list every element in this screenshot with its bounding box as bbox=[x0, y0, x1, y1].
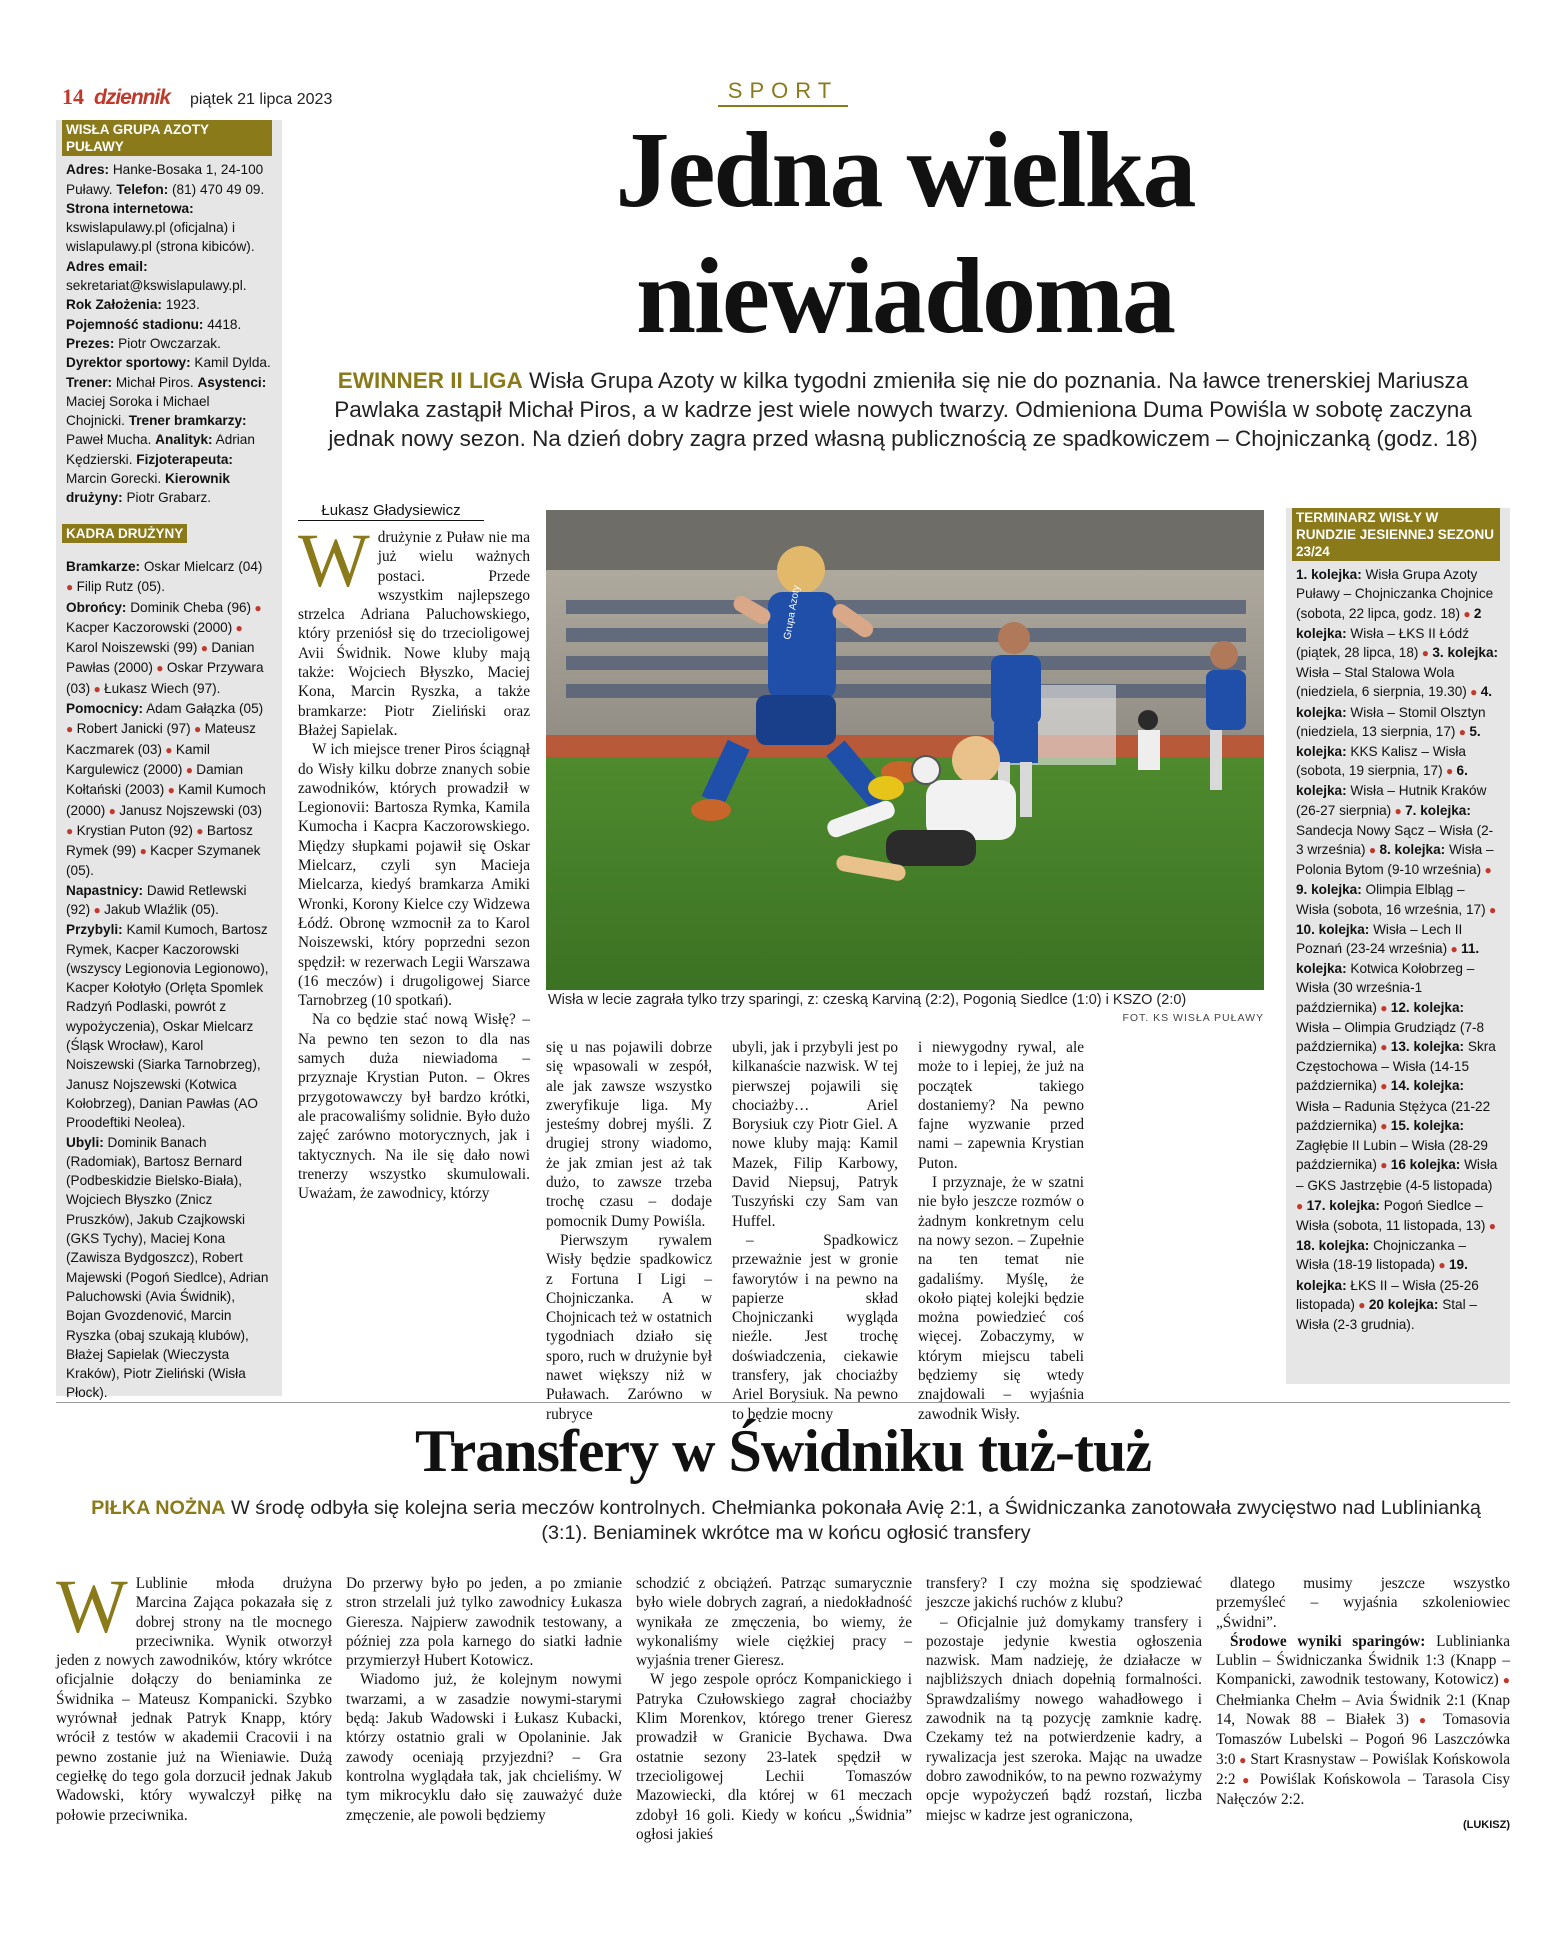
separator-dot: ● bbox=[192, 823, 207, 838]
fixture-round: 3. kolejka: bbox=[1432, 645, 1499, 661]
separator-dot: ● bbox=[1235, 1752, 1251, 1767]
article2-column-4 bbox=[926, 1574, 1202, 1825]
info-label: Pojemność stadionu: bbox=[66, 316, 204, 332]
fixture-text: Wisła – Radunia Stężyca (21-22 października) bbox=[1296, 1098, 1491, 1133]
player: Oskar Przywara (03) bbox=[66, 660, 264, 696]
info-value: Paweł Mucha. bbox=[66, 432, 152, 448]
squad-group-label: Napastnicy: bbox=[66, 882, 144, 898]
fixture-text: Kotwica Kołobrzeg – Wisła (30 września-1 października) bbox=[1296, 961, 1475, 1015]
player: Robert Janicki (97) bbox=[76, 721, 191, 737]
page-number: 14 bbox=[62, 84, 84, 109]
fixture-round: 4. kolejka: bbox=[1296, 684, 1493, 720]
player: Dawid Retlewski (92) bbox=[66, 882, 247, 917]
player: Danian Pawłas (2000) bbox=[66, 640, 255, 676]
fixtures-title: TERMINARZ WISŁY W RUNDZIE JESIENNEJ SEZONU 23/24 bbox=[1292, 508, 1500, 561]
results-label: Środowe wyniki sparingów: bbox=[1230, 1632, 1426, 1650]
fixture-round: 15. kolejka: bbox=[1390, 1117, 1465, 1133]
separator-dot: ● bbox=[136, 844, 151, 859]
article-column-2 bbox=[546, 1038, 712, 1424]
separator-dot: ● bbox=[1376, 1079, 1391, 1094]
fixture-round: 14. kolejka: bbox=[1390, 1078, 1465, 1094]
lead2-kicker: PIŁKA NOŻNA bbox=[91, 1497, 226, 1519]
info-value: 1923. bbox=[165, 297, 200, 313]
info-value: (81) 470 49 09. bbox=[172, 181, 265, 197]
club-info-sidebar bbox=[56, 120, 282, 1401]
fixture-text: Wisła – GKS Jastrzębie (4-5 listopada) bbox=[1296, 1157, 1498, 1193]
info-label: Analityk: bbox=[155, 432, 213, 448]
player: Mateusz Kaczmarek (03) bbox=[66, 721, 256, 757]
sparring-results bbox=[1216, 1632, 1510, 1810]
squad-group-label: Obrońcy: bbox=[66, 599, 127, 615]
fixtures-list bbox=[1296, 565, 1500, 1334]
separator-dot: ● bbox=[1466, 685, 1481, 700]
separator-dot: ● bbox=[1435, 1258, 1449, 1273]
info-value: Marcin Gorecki. bbox=[66, 471, 162, 487]
player: Jakub Wlaźlik (05). bbox=[104, 901, 219, 917]
fixture-text: Wisła – Stomil Olsztyn (niedziela, 13 sierpnia, 17) bbox=[1296, 704, 1486, 739]
fixture-text: Wisła – ŁKS II Łódź (piątek, 28 lipca, 18) bbox=[1296, 625, 1470, 661]
info-value: kswislapulawy.pl (oficjalna) i wislapulawy.pl (strona kibiców). bbox=[66, 220, 255, 255]
fixture-round: 20 kolejka: bbox=[1368, 1296, 1439, 1312]
separator-dot: ● bbox=[1447, 942, 1462, 957]
article-column-4 bbox=[918, 1038, 1084, 1424]
separator-dot: ● bbox=[1235, 1772, 1260, 1787]
author-signature: (LUKISZ) bbox=[1462, 1818, 1510, 1831]
separator-dot: ● bbox=[90, 681, 105, 696]
info-value: Michał Piros. bbox=[115, 374, 194, 390]
page-header bbox=[62, 84, 332, 110]
info-value: 4418. bbox=[207, 316, 242, 332]
separator-dot: ● bbox=[1498, 1673, 1510, 1688]
article-lead: EWINNER II LIGA Wisła Grupa Azoty w kilka tygodni zmieniła się nie do poznania. Na ławce trenerskiej Mariusza Pawlaka zastąpił Michał Piros, a w kadrze jest wiele nowych twarzy. Odmieniona Duma Powiśla w sobotę zaczyna jednak nowy sezon. Na dzień dobry zagra przed własną publicznością ze spadkowiczem – Chojniczanką (godz. 18) bbox=[328, 368, 1478, 451]
svg-text:Grupa Azoty: Grupa Azoty bbox=[782, 584, 803, 641]
result: Lublinianka Lublin – Świdniczanka Świdnik 1:3 (Knapp – Kompanicki, zawodnik testowany, Kotowicz) bbox=[1216, 1632, 1510, 1689]
result: Chełmianka Chełm – Avia Świdnik 2:1 (Knap 14, Nowak 88 – Białek 3) bbox=[1216, 1691, 1510, 1729]
info-label: Rok Założenia: bbox=[66, 297, 162, 313]
separator-dot: ● bbox=[66, 823, 77, 838]
dropcap-2: W bbox=[56, 1565, 128, 1649]
article-column-1 bbox=[298, 519, 530, 1203]
squad-list bbox=[66, 557, 272, 920]
info-label: Trener: bbox=[66, 374, 113, 390]
paragraph: i niewygodny rywal, ale może to i lepiej, że już na początek takiego dostaniemy? Na pewno fajne wyzwanie przed nami – zapewnia Krystian Puton. bbox=[918, 1039, 1084, 1172]
info-label: Prezes: bbox=[66, 335, 115, 351]
paragraph: – Oficjalnie już domykamy transfery i pozostaje jedynie kwestia ogłoszenia nazwisk. Mam nadzieję, że działacze w najbliższych dniach dopełnią formalności. Sprawdzaliśmy nowego wahadłowego i zawodnik na tą pozycję zamknie kadrę. Czekamy też na potwierdzenie kadry, a rywalizacja jest szeroka. Mając na uwadze dobro zawodników, to na pewno rozważymy opcje wypożyczeń bądź rozstań, liczba miejsc w kadrze jest ograniczona, bbox=[926, 1613, 1202, 1824]
article2-column-5: dlatego musimy jeszcze wszystko przemyśleć – wyjaśnia szkoleniowiec „Świdni”. Środowe wyniki sparingów: Lublinianka Lublin – Świdniczanka Świdnik 1:3 (Knapp – Kompanicki, zawodnik testowany, Kotowicz) ● Chełmianka Chełm – Avia Świdnik 2:1 (Knap 14, Nowak 88 – Białek 3) ● Tomasovia Tomaszów Lubelski – Pogoń 96 Laszczówka 3:0 ● Start Krasnystaw – Powiślak Końskowola 2:2 ● Powiślak Końskowola – Tarasola Cisy Nałęczów 2:2. (LUKISZ) bbox=[1216, 1574, 1510, 1835]
fixture-round: 9. kolejka: bbox=[1296, 882, 1362, 898]
fixture-text: Pogoń Siedlce – Wisła (sobota, 11 listopada, 13) bbox=[1296, 1197, 1486, 1233]
player: Janusz Nojszewski (03) bbox=[119, 802, 262, 818]
paragraph: W ich miejsce trener Piros ściągnął do Wisły kilku dobrze znanych sobie zawodników, których prowadził w Legionovii: Bartosza Rymka, Kamila Kumocha i Kacpra Kaczorowskiego. Między słupkami pojawił się Oskar Mielcarz, czyli syn Macieja Mielcarza, kiedyś bramkarza Amiki Wronki, Korony Kielce czy Widzewa Łódź. Obronę wzmocnił za to Karol Noiszewski, który poprzedni sezon spędził: w rezerwach Legii Warszawa (16 meczów) i drugoligowej Siarce Tarnobrzeg (10 spotkań). bbox=[298, 741, 530, 1010]
paragraph: W jego zespole oprócz Kompanickiego i Patryka Czułowskiego zagrał chociażby Klim Morenkov, którego trener Gieresz prowadził w Granicie Bychawa. Dwa ostatnie sezony 23-latek spędził w trzecioligowej Lechii Tomaszów Mazowiecki, dla której w 61 meczach zdobył 16 goli. Kiedy w końcu „Świdnia” ogłosi jakieś bbox=[636, 1671, 912, 1843]
info-label: Kierownik drużyny: bbox=[66, 471, 230, 506]
info-value: Maciej Soroka i Michael Chojnicki. bbox=[66, 393, 210, 429]
fixture-text: ŁKS II – Wisła (25-26 listopada) bbox=[1296, 1277, 1479, 1312]
squad-group bbox=[66, 557, 272, 598]
player: Damian Kołtański (2003) bbox=[66, 761, 244, 798]
fixture-round: 8. kolejka: bbox=[1379, 842, 1446, 858]
squad-group-label: Pomocnicy: bbox=[66, 701, 144, 717]
paragraph: I przyznaje, że w szatni nie było jeszcze rozmów o żadnym konkretnym celu na nowy sezon. – Zupełnie na ten temat nie gadaliśmy. Myślę, że około piątej kolejki będzie można powiedzieć coś więcej. Zobaczymy, w którym miejscu tabeli będziemy się wtedy znajdowali – wyjaśnia zawodnik Wisły. bbox=[918, 1174, 1084, 1423]
fixture-text: Wisła – Olimpia Grudziądz (7-8 października) bbox=[1296, 1019, 1485, 1055]
article2-column-2 bbox=[346, 1574, 622, 1825]
paragraph: Do przerwy było po jeden, a po zmianie stron strzelali już tylko zawodnicy Łukasza Gieresza. Najpierw zawodnik testowany, a później zza pola karnego do siatki ładnie przymierzył Hubert Kotowicz. bbox=[346, 1575, 622, 1670]
departures: Ubyli: Dominik Banach (Radomiak), Bartosz Bernard (Podbeskidzie Bielsko-Biała), Wojciech Błyszko (Znicz Pruszków), Jakub Czajkowski (GKS Tychy), Maciej Kona (Zawisza Bydgoszcz), Robert Majewski (Pogoń Siedlce), Adrian Paluchowski (Avia Świdnik), Bojan Gvozdenović, Marcin Ryszka (obaj szukają klubów), Błażej Sapielak (Wieczysta Kraków), Piotr Zieliński (Wisła Płock). bbox=[66, 1134, 269, 1401]
info-label: Telefon: bbox=[116, 181, 169, 197]
fixture-round: 18. kolejka: bbox=[1296, 1238, 1370, 1254]
fixture-text: KKS Kalisz – Wisła (sobota, 19 sierpnia, 17) bbox=[1296, 744, 1466, 779]
fixture-round: 12. kolejka: bbox=[1390, 999, 1465, 1015]
match-photo bbox=[546, 510, 1264, 990]
separator-dot: ● bbox=[1485, 1218, 1496, 1233]
fixture-text: Wisła – Lech II Poznań (23-24 września) bbox=[1296, 921, 1463, 957]
separator-dot: ● bbox=[1376, 1000, 1391, 1015]
player: Kacper Kaczorowski (2000) bbox=[66, 619, 233, 635]
fixture-round: 16 kolejka: bbox=[1390, 1157, 1461, 1173]
separator-dot: ● bbox=[1408, 1713, 1444, 1728]
result: Tomasovia Tomaszów Lubelski – Pogoń 96 Laszczówka 3:0 bbox=[1216, 1711, 1510, 1768]
player: Krystian Puton (92) bbox=[76, 822, 193, 838]
player: Karol Noiszewski (99) bbox=[66, 640, 198, 656]
fixture-round: 6. kolejka: bbox=[1296, 763, 1468, 799]
paragraph: Wiadomo już, że kolejnym nowymi twarzami, a w zasadzie nowymi-starymi będą: Jakub Wadowski i Łukasz Kubacki, którzy ostatnio grali w Opolaninie. Jak zawody oceniają przyjezdni? – Gra kontrolna wyglądała tak, jak chcieliśmy. W tym mikrocyklu dało się zauważyć duże zmęczenie, ale powoli będziemy bbox=[346, 1671, 622, 1824]
fixture-text: Sandecja Nowy Sącz – Wisła (2-3 września) bbox=[1296, 822, 1494, 858]
paragraph: Na co będzie stać nową Wisłę? – Na pewno ten sezon to dla nas samych duża niewiadoma – przyznaje Krystian Puton. – Okres przygotowawczy był bardzo krótki, ale pracowaliśmy solidnie. Było dużo zajęć zarówno motorycznych, jak i taktycznych. Na ile się dało nowi trenerzy wszystko skumulowali. Uważam, że zawodnicy, którzy bbox=[298, 1011, 530, 1203]
article2-column-3 bbox=[636, 1574, 912, 1844]
separator-dot: ● bbox=[1296, 1198, 1307, 1213]
fixture-round: 19. kolejka: bbox=[1296, 1257, 1468, 1293]
paragraph: schodzić z obciążeń. Patrząc sumarycznie było wiele dobrych zagrań, a niedokładność wynikała ze zmęczenia, bo wiemy, że wykonaliśmy wiele ciężkiej pracy – wyjaśnia trener Gieresz. bbox=[636, 1575, 912, 1670]
player: Kacper Szymanek (05). bbox=[66, 843, 261, 879]
fixture-text: Zagłębie II Lubin – Wisła (28-29 października) bbox=[1296, 1138, 1488, 1173]
article-headline: Jedna wielka niewiadoma bbox=[615, 111, 1195, 356]
separator-dot: ● bbox=[105, 803, 120, 818]
separator-dot: ● bbox=[152, 661, 167, 676]
fixture-round: 13. kolejka: bbox=[1390, 1039, 1465, 1055]
player: Kamil Kumoch (2000) bbox=[66, 782, 266, 818]
info-value: Hanke-Bosaka 1, 24-100 Puławy. bbox=[66, 162, 264, 197]
fixture-round: 2 kolejka: bbox=[1296, 605, 1482, 641]
info-label: Trener bramkarzy: bbox=[128, 413, 247, 429]
fixture-round: 17. kolejka: bbox=[1306, 1197, 1380, 1213]
lead-kicker: EWINNER II LIGA bbox=[337, 368, 523, 393]
info-value: Piotr Owczarzak. bbox=[118, 335, 221, 351]
info-value: Piotr Grabarz. bbox=[126, 490, 212, 506]
separator-dot: ● bbox=[182, 762, 197, 777]
separator-dot: ● bbox=[1418, 646, 1433, 661]
result: Start Krasnystaw – Powiślak Końskowola 2:2 bbox=[1216, 1750, 1510, 1788]
fixture-round: 11. kolejka: bbox=[1296, 941, 1480, 977]
photo-credit: FOT. KS WISŁA PUŁAWY bbox=[1122, 1012, 1264, 1024]
info-value: Kamil Dylda. bbox=[194, 355, 271, 371]
separator-dot: ● bbox=[251, 600, 262, 615]
article-column-3 bbox=[732, 1038, 898, 1424]
fixture-round: 5. kolejka: bbox=[1296, 723, 1481, 760]
publication-date: piątek 21 lipca 2023 bbox=[190, 91, 333, 108]
brand-logo: dziennik bbox=[94, 86, 171, 109]
player: Filip Rutz (05). bbox=[76, 579, 165, 595]
separator-dot: ● bbox=[1442, 764, 1457, 779]
article2-lead: PIŁKA NOŻNA W środę odbyła się kolejna seria meczów kontrolnych. Chełmianka pokonała Avię 2:1, a Świdniczanka zanotowała zwycięstwo nad Lublinianką (3:1). Beniaminek wkrótce ma w końcu ogłosić transfery bbox=[91, 1497, 1481, 1544]
fixture-round: 10. kolejka: bbox=[1296, 921, 1370, 937]
fixture-text: Olimpia Elbląg – Wisła (sobota, 16 września, 17) bbox=[1296, 882, 1486, 917]
player: Oskar Mielcarz (04) bbox=[143, 558, 263, 574]
separator-dot: ● bbox=[161, 742, 176, 757]
player: Bartosz Rymek (99) bbox=[66, 822, 253, 859]
separator-dot: ● bbox=[1481, 863, 1492, 878]
fixture-text: Wisła – Stal Stalowa Wola (niedziela, 6 sierpnia, 19.30) bbox=[1296, 665, 1467, 700]
arrivals: Przybyli: Kamil Kumoch, Bartosz Rymek, Kacper Kaczorowski (wszyscy Legionovia Legionowo), Kacper Kołotyło (Orlęta Spomlek Radzyń Podlaski, powrót z wypożyczenia), Oskar Mielcarz (Śląsk Wrocław), Karol Noiszewski (Siarka Tarnobrzeg), Janusz Nojszewski (Kotwica Kołobrzeg), Danian Pawłas (AO Proodeftiki Neolea). bbox=[66, 922, 269, 1131]
separator-dot: ● bbox=[1376, 1040, 1391, 1055]
fixture-round: 1. kolejka: bbox=[1296, 567, 1362, 583]
separator-dot: ● bbox=[66, 580, 77, 595]
info-label: Adres email: bbox=[66, 258, 148, 274]
result: Powiślak Końskowola – Tarasola Cisy Nałęczów 2:2. bbox=[1216, 1770, 1510, 1809]
separator-dot: ● bbox=[232, 620, 243, 635]
fixture-text: Wisła – Polonia Bytom (9-10 września) bbox=[1296, 842, 1494, 878]
separator-dot: ● bbox=[1455, 724, 1470, 739]
squad-title: KADRA DRUŻYNY bbox=[62, 524, 187, 543]
paragraph: – Spadkowicz przeważnie jest w gronie faworytów i na pewno na papierze skład Chojniczanki wygląda nieźle. Jest trochę doświadczenia, ciekawie transfery, jak chociażby Ariel Borysiuk. Na pewno to będzie mocny bbox=[732, 1231, 898, 1423]
info-label: Dyrektor sportowy: bbox=[66, 355, 191, 371]
paragraph: Pierwszym rywalem Wisły będzie spadkowicz z Fortuna I Ligi – Chojniczanka. A w Chojnicach też w ostatnich tygodniach działo się sporo, ruch w drużynie był nawet większy niż w Puławach. Zarówno w rubryce bbox=[546, 1231, 712, 1423]
separator-dot: ● bbox=[1376, 1118, 1391, 1133]
squad-group bbox=[66, 699, 272, 881]
separator-dot: ● bbox=[1354, 1297, 1369, 1312]
separator-dot: ● bbox=[66, 722, 77, 737]
paragraph: się u nas pojawili dobrze się wpasowali w zespół, ale jak zawsze wszystko zweryfikuje liga. My jesteśmy dobrej myśli. Z drugiej strony wiadomo, że jak zmian jest aż tak dużo, to zawsze trzeba trochę czasu – dodaje pomocnik Dumy Powiśla. bbox=[546, 1039, 712, 1230]
article2-headline: Transfery w Świdniku tuż-tuż bbox=[415, 1418, 1151, 1484]
fixture-text: Wisła – Hutnik Kraków (26-27 sierpnia) bbox=[1296, 783, 1487, 818]
separator-dot: ● bbox=[190, 722, 205, 737]
fixture-text: Stal – Wisła (2-3 grudnia). bbox=[1296, 1296, 1477, 1332]
squad-group bbox=[66, 881, 272, 921]
photo-caption: Wisła w lecie zagrała tylko trzy sparingi, z: czeską Karviną (2:2), Pogonią Siedlce (1:0) i KSZO (2:0) bbox=[548, 992, 1187, 1008]
info-label: Strona internetowa: bbox=[66, 200, 194, 216]
paragraph: ubyli, jak i przybyli jest po kilkanaście nazwisk. W tej pierwszej pojawili się chociażby… Ariel Borysiuk czy Piotr Giel. A nowe kluby mają: Kamil Mazek, Filip Karbowy, David Niepsuj, Patryk Tuszyński czy Sam van Huffel. bbox=[732, 1039, 898, 1230]
player: Dominik Cheba (96) bbox=[130, 599, 252, 615]
separator-dot: ● bbox=[164, 783, 179, 798]
club-info bbox=[66, 160, 272, 507]
player: Łukasz Wiech (97). bbox=[104, 680, 221, 696]
separator-dot: ● bbox=[1459, 606, 1474, 621]
club-title: WISŁA GRUPA AZOTY PUŁAWY bbox=[62, 120, 272, 156]
separator-dot: ● bbox=[1376, 1158, 1391, 1173]
fixture-round: 7. kolejka: bbox=[1405, 802, 1471, 818]
player: Kamil Kargulewicz (2000) bbox=[66, 741, 210, 777]
info-value: sekretariat@kswislapulawy.pl. bbox=[66, 278, 247, 294]
info-label: Asystenci: bbox=[197, 374, 267, 390]
separator-dot: ● bbox=[1365, 843, 1380, 858]
player: Adam Gałązka (05) bbox=[146, 701, 264, 717]
info-label: Fizjoterapeuta: bbox=[136, 451, 233, 467]
info-label: Adres: bbox=[66, 162, 110, 178]
section-label: SPORT bbox=[718, 78, 848, 107]
article2-column-1: W Lublinie młoda drużyna Marcina Zająca pokazała się z dobrej strony na tle mocnego przeciwnika. Wynik otworzył jeden z nowych zawodników, który wkrótce oficjalnie dołączy do beniaminka ze Świdnika – Mateusz Kompanicki. Szybko wyrównał jednak Patryk Knapp, który wrócił z testów w akademii Cracovii i na pewno zostanie już na Wieniawie. Dużą cegiełkę do tego gola dorzucił jednak Jakub Wadowski, który wywalczył piłkę na połowie przeciwnika. bbox=[56, 1565, 332, 1824]
dropcap: W bbox=[298, 519, 370, 603]
info-value: Adrian Kędzierski. bbox=[66, 432, 255, 467]
fixture-text: Wisła Grupa Azoty Puławy – Chojniczanka Chojnice (sobota, 22 lipca, godz. 18) bbox=[1296, 567, 1494, 621]
fixture-text: Skra Częstochowa – Wisła (14-15 października) bbox=[1296, 1039, 1496, 1094]
fixture-text: Chojniczanka – Wisła (18-19 listopada) bbox=[1296, 1238, 1467, 1273]
byline: Łukasz Gładysiewicz bbox=[298, 502, 484, 521]
squad-group-label: Bramkarze: bbox=[66, 558, 141, 574]
squad-group bbox=[66, 598, 272, 699]
separator-dot: ● bbox=[197, 641, 212, 656]
separator-dot: ● bbox=[1485, 902, 1497, 917]
separator-dot: ● bbox=[1391, 803, 1406, 818]
paragraph: drużynie z Puław nie ma już wielu ważnych postaci. Przede wszystkim najlepszego strzelca Adriana Paluchowskiego, który przeniósł się do trzecioligowej Avii Świdnik. Nowe kluby mają także: Wojciech Błyszko, Maciej Kona, Marcin Ryszka, a także bramkarze: Piotr Zieliński oraz Błażej Sapielak. bbox=[298, 529, 530, 739]
paragraph: transfery? I czy można się spodziewać jeszcze jakichś ruchów z klubu? bbox=[926, 1575, 1202, 1612]
fixtures-sidebar bbox=[1286, 508, 1510, 1384]
separator-dot: ● bbox=[90, 902, 105, 917]
section-divider bbox=[56, 1402, 1510, 1403]
